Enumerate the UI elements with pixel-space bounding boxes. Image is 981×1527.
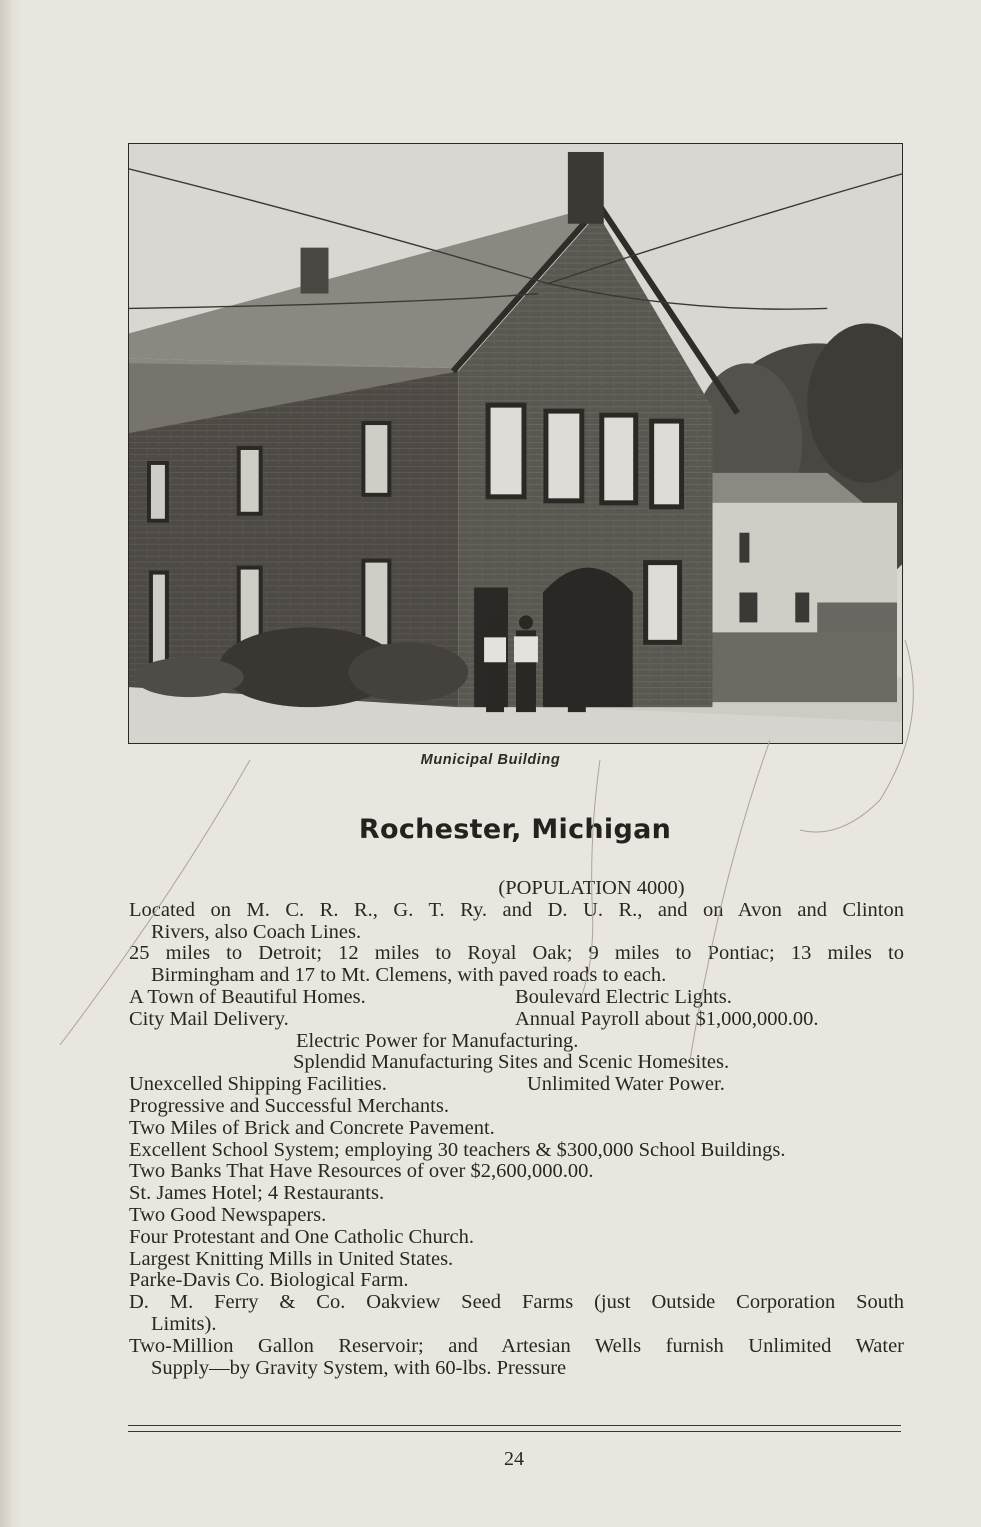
payroll-text: Annual Payroll about $1,000,000.00. (515, 1007, 819, 1030)
footer-rule-bottom (128, 1431, 901, 1432)
list-item: Two Banks That Have Resources of over $2,600,000.00. (129, 1160, 594, 1183)
water-power-text: Unlimited Water Power. (527, 1073, 725, 1096)
reservoir-line-cont: Supply—by Gravity System, with 60-lbs. Pressure (151, 1356, 567, 1379)
photo-caption: Municipal Building (420, 752, 561, 768)
homes-line (129, 987, 904, 1009)
town-description (129, 878, 904, 1379)
shipping-line (129, 1074, 904, 1096)
ferry-line: D. M. Ferry & Co. Oakview Seed Farms (just Outside Corporation South (129, 1291, 904, 1314)
page-number: 24 (504, 1448, 524, 1470)
ferry-line-cont: Limits). (151, 1312, 217, 1335)
municipal-building-photo (128, 143, 903, 744)
railway-line-cont: Rivers, also Coach Lines. (151, 920, 362, 943)
population-line: (POPULATION 4000) (498, 877, 685, 899)
railway-line: Located on M. C. R. R., G. T. Ry. and D. U. R., and on Avon and Clinton (129, 898, 904, 921)
lights-text: Boulevard Electric Lights. (515, 985, 732, 1008)
list-item: Excellent School System; employing 30 teachers & $300,000 School Buildings. (129, 1138, 786, 1161)
reservoir-line: Two-Million Gallon Reservoir; and Artesian Wells furnish Unlimited Water (129, 1334, 904, 1357)
shipping-text: Unexcelled Shipping Facilities. (129, 1073, 387, 1096)
homes-text: A Town of Beautiful Homes. (129, 985, 366, 1008)
list-item: Progressive and Successful Merchants. (129, 1094, 449, 1117)
list-item: Two Miles of Brick and Concrete Pavement. (129, 1116, 495, 1139)
sites-line: Splendid Manufacturing Sites and Scenic Homesites. (293, 1051, 730, 1074)
footer-rule-top (128, 1425, 901, 1426)
distances-line-cont: Birmingham and 17 to Mt. Clemens, with paved roads to each. (151, 964, 667, 987)
list-item: St. James Hotel; 4 Restaurants. (129, 1182, 385, 1205)
electric-power-line: Electric Power for Manufacturing. (296, 1029, 579, 1052)
mail-text: City Mail Delivery. (129, 1007, 289, 1030)
list-item: Four Protestant and One Catholic Church. (129, 1225, 475, 1248)
distances-line: 25 miles to Detroit; 12 miles to Royal Oak; 9 miles to Pontiac; 13 miles to (129, 942, 904, 965)
page-title: Rochester, Michigan (358, 814, 672, 845)
list-item: Two Good Newspapers. (129, 1203, 327, 1226)
list-item: Parke-Davis Co. Biological Farm. (129, 1269, 409, 1292)
mail-line (129, 1009, 904, 1031)
list-item: Largest Knitting Mills in United States. (129, 1247, 454, 1270)
